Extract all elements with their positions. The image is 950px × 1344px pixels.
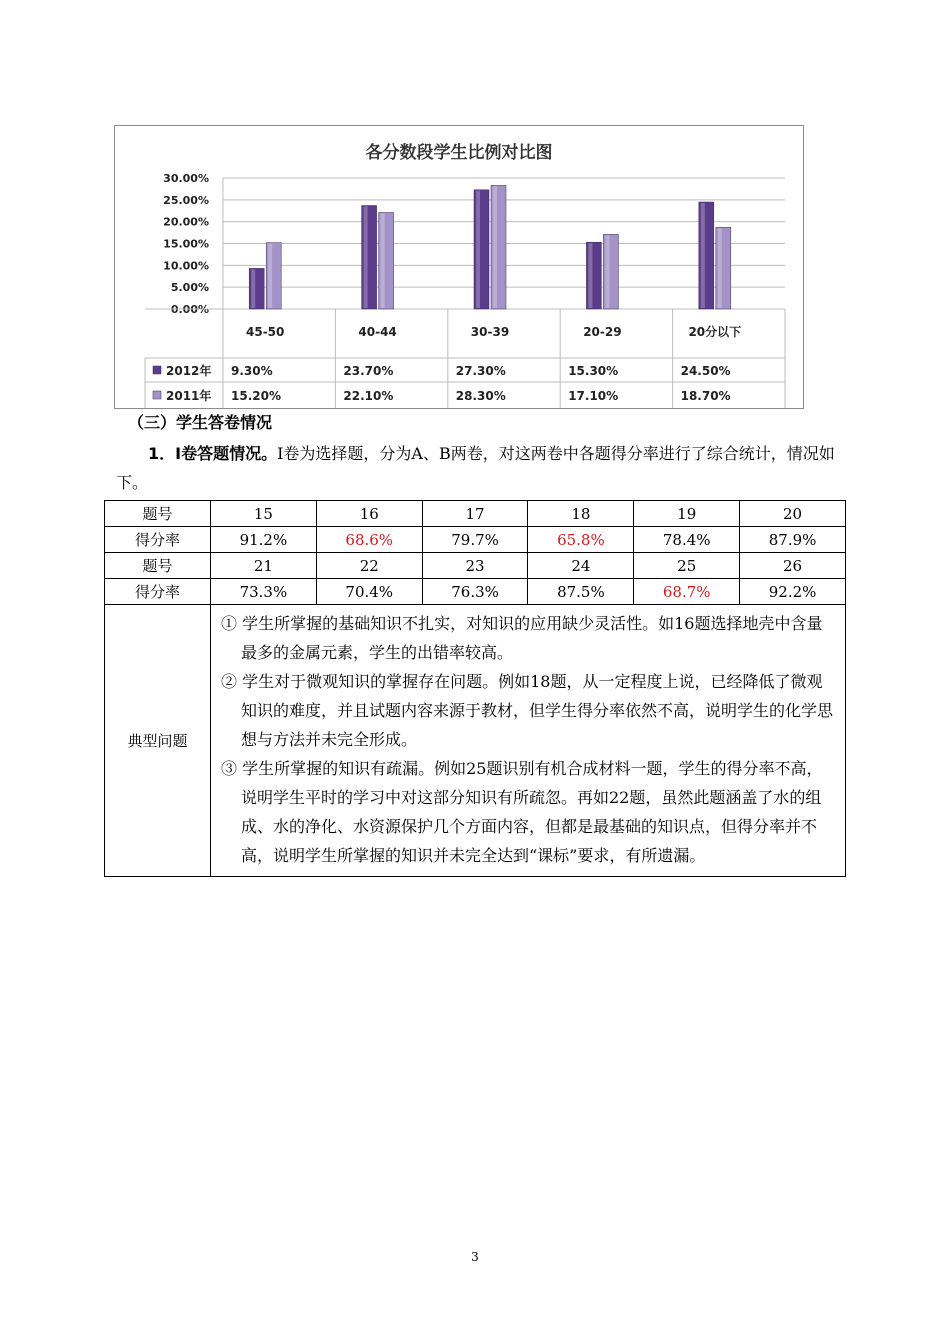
score-rate-cell: 92.2% [740,579,846,605]
question-number-cell: 17 [422,501,528,527]
x-category-label: 40-44 [358,325,397,339]
question-number-cell: 15 [211,501,317,527]
y-tick-label: 0.00% [170,303,209,316]
score-rate-cell: 87.9% [740,527,846,553]
bar-highlight [588,243,592,308]
row-label-rate: 得分率 [105,579,211,605]
data-value-label: 28.30% [455,389,506,403]
x-category-label: 45-50 [246,325,285,339]
legend-swatch [153,366,161,374]
data-value-label: 9.30% [231,364,273,378]
bar-highlight [476,191,480,308]
bar-highlight [493,186,497,308]
score-rate-cell: 87.5% [528,579,634,605]
bar-highlight [605,235,609,308]
question-number-cell: 18 [528,501,634,527]
y-tick-label: 25.00% [163,193,209,207]
bar-highlight [268,244,272,308]
y-tick-label: 30.00% [163,172,209,185]
page-number: 3 [471,1250,479,1264]
y-tick-label: 15.00% [163,237,209,251]
legend-swatch [153,391,161,399]
question-number-cell: 19 [634,501,740,527]
row-label-rate: 得分率 [105,527,211,553]
paragraph-lead: 1．Ⅰ卷答题情况。 [148,444,278,463]
data-value-label: 23.70% [343,364,394,378]
row-label-question: 题号 [105,553,211,579]
data-value-label: 18.70% [680,389,731,403]
score-rate-cell: 91.2% [211,527,317,553]
score-rate-table [104,500,846,877]
question-number-cell: 21 [211,553,317,579]
chart-title: 各分数段学生比例对比图 [365,143,553,163]
y-tick-label: 10.00% [163,259,209,273]
question-number-cell: 20 [740,501,846,527]
data-value-label: 24.50% [680,364,731,378]
score-rate-cell: 65.8% [528,527,634,553]
data-value-label: 27.30% [455,364,506,378]
problem-item-2: ② 学生对于微观知识的掌握存在问题。例如18题，从一定程度上说，已经降低了微观知识的难度，并且试题内容来源于教材，但学生得分率依然不高，说明学生的化学思想与方法并未完全形成。 [221,672,834,749]
problems-row [105,605,846,877]
data-value-label: 15.30% [568,364,619,378]
score-rate-cell: 68.6% [316,527,422,553]
x-category-label: 20分以下 [688,325,742,339]
bar-highlight [381,213,385,308]
score-rate-cell: 70.4% [316,579,422,605]
problem-item-1: ① 学生所掌握的基础知识不扎实，对知识的应用缺少灵活性。如16题选择地壳中含量最多的金属元素，学生的出错率较高。 [221,614,823,662]
score-table-body [105,501,846,605]
question-number-row [105,501,846,527]
chart-canvas [115,126,803,408]
data-value-label: 17.10% [568,389,619,403]
question-number-cell: 23 [422,553,528,579]
score-rate-cell: 78.4% [634,527,740,553]
score-rate-row [105,579,846,605]
question-number-cell: 26 [740,553,846,579]
bar-highlight [251,269,255,308]
y-tick-label: 5.00% [170,281,209,295]
score-rate-cell: 79.7% [422,527,528,553]
y-tick-label: 20.00% [163,215,209,229]
score-rate-row [105,527,846,553]
row-label-question: 题号 [105,501,211,527]
data-value-label: 22.10% [343,389,394,403]
score-rate-cell: 68.7% [634,579,740,605]
bar-highlight [364,207,368,308]
legend-label: 2011年 [166,389,212,403]
legend-label: 2012年 [166,364,212,378]
section-heading: （三）学生答卷情况 [128,413,273,432]
problems-label: 典型问题 [105,605,211,877]
question-number-row [105,553,846,579]
bar-highlight [718,228,722,308]
problem-item-3: ③ 学生所掌握的知识有疏漏。例如25题识别有机合成材料一题，学生的得分率不高，说明学生平时的学习中对这部分知识有所疏忽。再如22题，虽然此题涵盖了水的组成、水的净化、水资源保护几个方面内容，但都是最基础的知识点，但得分率并不高，说明学生所掌握的知识并未完全达到“课标”要求，有所遗漏。 [221,759,823,865]
score-rate-cell: 73.3% [211,579,317,605]
data-value-label: 15.20% [231,389,281,403]
intro-paragraph [116,439,848,497]
question-number-cell: 24 [528,553,634,579]
question-number-cell: 16 [316,501,422,527]
score-rate-cell: 76.3% [422,579,528,605]
score-distribution-chart [114,125,804,409]
bar-highlight [701,203,705,308]
problems-cell [211,605,846,877]
paragraph-body: Ⅰ卷为选择题，分为A、B两卷，对这两卷中各题得分率进行了综合统计，情况如下。 [116,444,835,492]
x-category-label: 20-29 [583,325,622,339]
question-number-cell: 25 [634,553,740,579]
x-category-label: 30-39 [470,325,510,339]
question-number-cell: 22 [316,553,422,579]
